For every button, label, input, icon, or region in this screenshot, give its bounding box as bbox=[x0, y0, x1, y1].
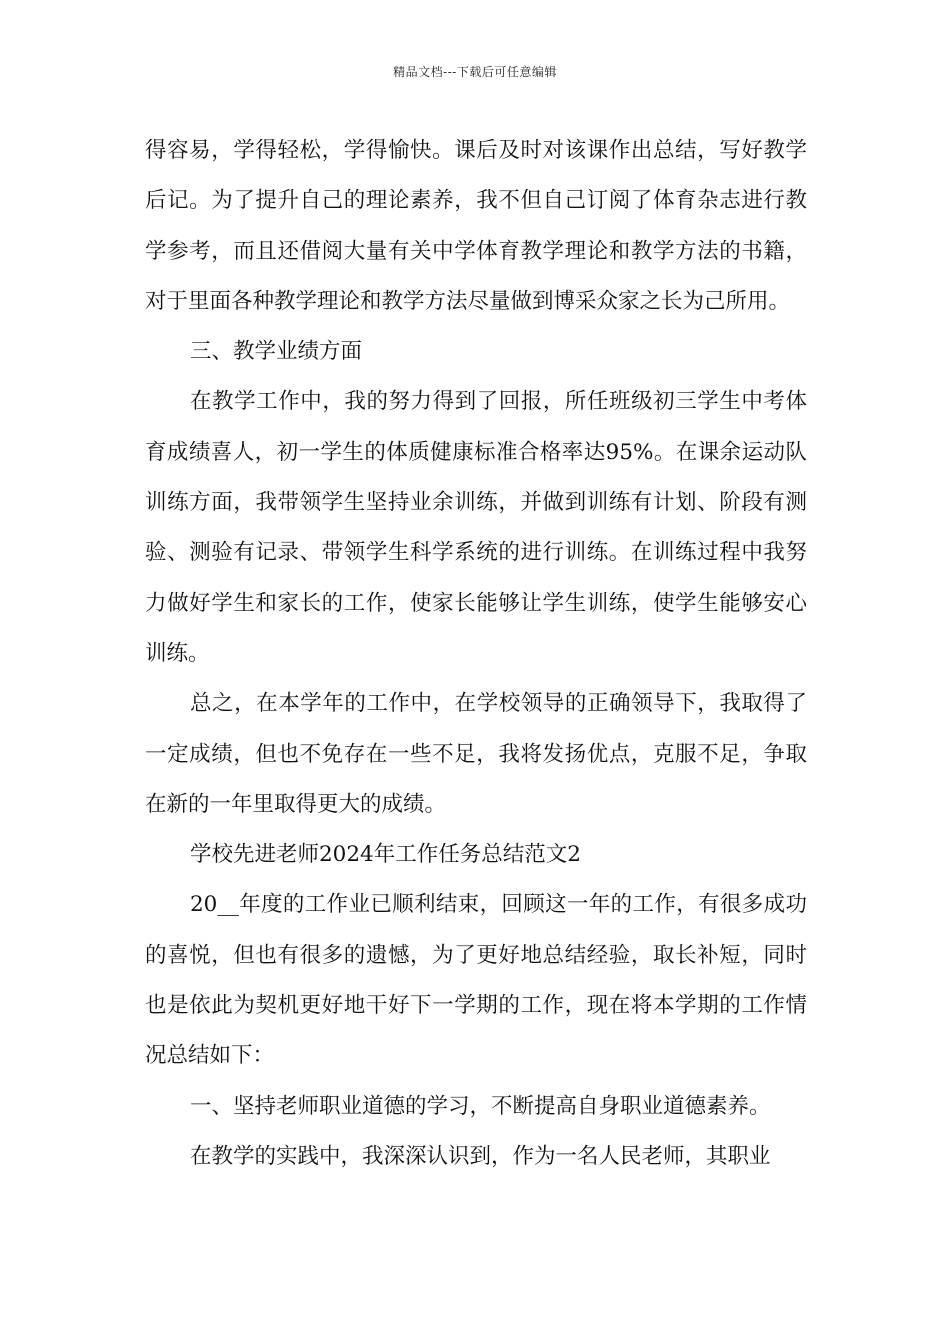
document-body bbox=[145, 126, 807, 1182]
paragraph-2: 在教学工作中，我的努力得到了回报，所任班级初三学生中考体育成绩喜人，初一学生的体质健康标准合格率达95%。在课余运动队训练方面，我带领学生坚持业余训练，并做到训练有计划、阶段有测验、测验有记录、带领学生科学系统的进行训练。在训练过程中我努力做好学生和家长的工作，使家长能够让学生训练，使学生能够安心训练。 bbox=[145, 389, 807, 666]
section-heading-ethics: 一、坚持老师职业道德的学习，不断提高自身职业道德素养。 bbox=[190, 1093, 771, 1119]
paragraph-3: 总之，在本学年的工作中，在学校领导的正确领导下，我取得了一定成绩，但也不免存在一些不足，我将发扬优点，克服不足，争取在新的一年里取得更大的成绩。 bbox=[145, 691, 807, 817]
paragraph-5: 在教学的实践中，我深深认识到，作为一名人民老师，其职业 bbox=[190, 1143, 771, 1169]
paragraph-4: 20__年度的工作业已顺利结束，回顾这一年的工作，有很多成功的喜悦，但也有很多的遗憾，为了更好地总结经验，取长补短，同时也是依此为契机更好地干好下一学期的工作，现在将本学期的工作情况总结如下： bbox=[145, 892, 807, 1069]
page-header: 精品文档---下载后可任意编辑 bbox=[393, 65, 557, 79]
article-title-2: 学校先进老师2024年工作任务总结范文2 bbox=[190, 842, 581, 868]
paragraph-1: 得容易，学得轻松，学得愉快。课后及时对该课作出总结，写好教学后记。为了提升自己的理论素养，我不但自己订阅了体育杂志进行教学参考，而且还借阅大量有关中学体育教学理论和教学方法的书籍，对于里面各种教学理论和教学方法尽量做到博采众家之长为己所用。 bbox=[145, 138, 807, 314]
section-heading-teaching-results: 三、教学业绩方面 bbox=[190, 339, 363, 365]
